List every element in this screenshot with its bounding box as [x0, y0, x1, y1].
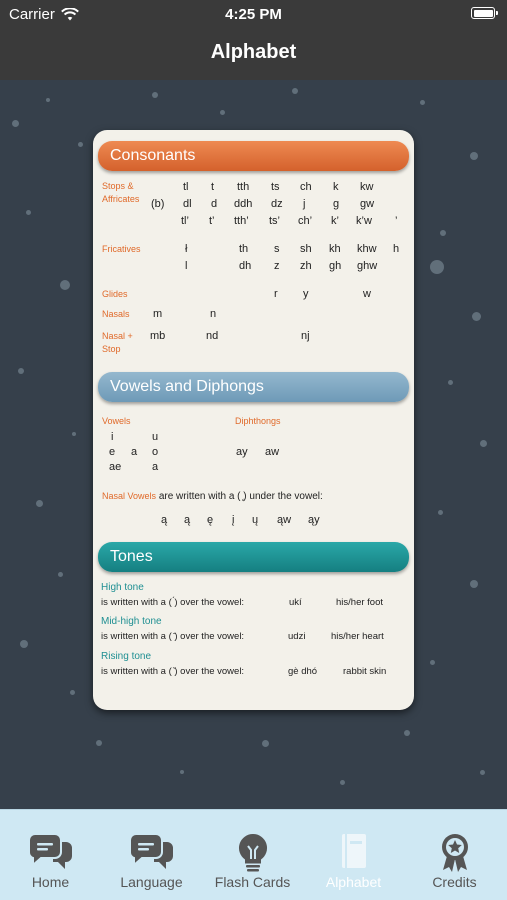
tab-label: Credits — [432, 874, 477, 890]
tone-name: Mid-high tone — [101, 616, 162, 627]
tab-label: Flash Cards — [214, 874, 291, 890]
consonant-cell: dz — [271, 198, 283, 210]
consonant-cell: ch’ — [298, 215, 313, 227]
consonant-cell: g — [333, 198, 340, 210]
tone-example: gè dhó — [288, 666, 318, 677]
alphabet-card — [93, 130, 414, 710]
consonant-cell: k’ — [331, 215, 339, 227]
consonant-cell: z — [274, 260, 280, 272]
vowel-cell: e — [109, 446, 116, 458]
status-bar — [0, 0, 507, 28]
glides-label: Glides — [102, 289, 128, 299]
award-ribbon-icon — [438, 832, 472, 872]
consonant-cell: s — [274, 243, 280, 255]
consonant-cell: mb — [150, 330, 166, 342]
vowel-cell: ae — [109, 461, 122, 473]
tone-description: is written with a ( ́) over the vowel: — [101, 597, 245, 608]
tab-credits[interactable] — [404, 810, 505, 900]
tones-header: Tones — [98, 542, 409, 572]
consonant-cell: khw — [357, 243, 377, 255]
consonant-cell: ts — [271, 181, 280, 193]
nav-bar — [0, 28, 507, 80]
consonant-cell: k’w — [356, 215, 372, 227]
tab-language[interactable] — [101, 810, 202, 900]
tone-example: ukí — [289, 597, 302, 608]
consonant-cell: kh — [329, 243, 341, 255]
diphthongs-label: Diphthongs — [235, 416, 281, 426]
consonant-cell: gw — [360, 198, 375, 210]
consonant-cell: sh — [300, 243, 312, 255]
nasal-vowels-line — [102, 491, 323, 502]
consonant-cell: t’ — [209, 215, 215, 227]
consonant-cell: ł — [185, 243, 188, 255]
consonant-cell: zh — [300, 260, 312, 272]
nasals-label: Nasals — [102, 309, 130, 319]
vowel-cell: a — [131, 446, 138, 458]
tone-description: is written with a ( ̌) over the vowel: — [101, 666, 245, 677]
tone-meaning: rabbit skin — [343, 666, 387, 677]
nasal-vowel-cell: ą — [161, 514, 168, 526]
tab-label: Home — [31, 874, 70, 890]
consonant-cell: j — [303, 198, 306, 210]
consonant-cell: ghw — [357, 260, 378, 272]
consonant-cell: w — [363, 288, 371, 300]
consonant-cell: ch — [300, 181, 312, 193]
tone-description: is written with a ( ̄) over the vowel: — [101, 631, 245, 642]
consonant-cell: tl’ — [181, 215, 189, 227]
vowel-cell: a — [152, 461, 159, 473]
consonant-cell: k — [333, 181, 339, 193]
consonant-cell: tl — [183, 181, 189, 193]
consonant-cell: r — [274, 288, 278, 300]
nasal-vowel-cell: ąw — [277, 514, 292, 526]
nasal-vowel-cell: ą — [184, 514, 191, 526]
nasal-vowel-cell: ų — [252, 514, 259, 526]
chat-bubbles-icon — [29, 832, 73, 872]
consonant-cell: d — [211, 198, 218, 210]
carrier-label: Carrier — [9, 6, 55, 23]
nasal-vowel-cell: į — [232, 514, 235, 526]
consonant-cell: tth — [237, 181, 250, 193]
nasal-vowels-label: Nasal Vowels — [102, 491, 157, 501]
consonant-cell: nd — [206, 330, 219, 342]
lightbulb-icon — [236, 832, 270, 872]
consonant-cell: kw — [360, 181, 374, 193]
stops-label: Stops & Affricates — [102, 181, 140, 204]
consonant-cell: (b) — [151, 198, 165, 210]
consonant-cell: nj — [301, 330, 310, 342]
battery-icon — [471, 7, 495, 19]
consonant-cell: ts’ — [269, 215, 280, 227]
chat-bubbles-icon — [130, 832, 174, 872]
tab-label: Language — [120, 874, 183, 890]
consonant-cell: gh — [329, 260, 342, 272]
consonant-cell: tth’ — [234, 215, 249, 227]
consonant-cell: dl — [183, 198, 192, 210]
nasal-vowel-cell: ąy — [308, 514, 320, 526]
consonant-cell: h — [393, 243, 400, 255]
consonant-cell: y — [303, 288, 309, 300]
nasal-stop-label: Nasal + Stop — [102, 331, 133, 354]
nasal-vowel-cell: ę — [207, 514, 214, 526]
fricatives-label: Fricatives — [102, 244, 141, 254]
consonant-cell: n — [210, 308, 217, 320]
consonant-cell: dh — [239, 260, 252, 272]
consonant-cell: m — [153, 308, 163, 320]
tone-meaning: his/her heart — [331, 631, 384, 642]
consonant-cell: ddh — [234, 198, 253, 210]
consonants-header: Consonants — [98, 141, 409, 171]
diphthong-cell: ay — [236, 446, 248, 458]
tab-label: Alphabet — [325, 874, 382, 890]
vowel-cell: o — [152, 446, 159, 458]
tone-name: Rising tone — [101, 651, 152, 662]
tab-alphabet[interactable] — [303, 810, 404, 900]
vowel-cell: i — [111, 431, 114, 443]
tab-flash-cards[interactable] — [202, 810, 303, 900]
tab-bar — [0, 809, 507, 900]
vowels-label: Vowels — [102, 416, 131, 426]
tone-meaning: his/her foot — [336, 597, 383, 608]
vowel-cell: u — [152, 431, 159, 443]
clock: 4:25 PM — [225, 6, 282, 23]
consonant-cell: l — [185, 260, 188, 272]
tab-home[interactable] — [0, 810, 101, 900]
diphthong-cell: aw — [265, 446, 280, 458]
vowels-header: Vowels and Diphongs — [98, 372, 409, 402]
consonant-cell: ’ — [395, 215, 398, 227]
page-title: Alphabet — [210, 41, 297, 63]
nasal-vowels-description: are written with a ( ̨) under the vowel: — [158, 491, 323, 502]
book-icon — [339, 832, 369, 872]
tone-example: udzi — [288, 631, 306, 642]
consonant-cell: th — [239, 243, 249, 255]
consonant-cell: t — [211, 181, 215, 193]
tone-name: High tone — [101, 582, 144, 593]
